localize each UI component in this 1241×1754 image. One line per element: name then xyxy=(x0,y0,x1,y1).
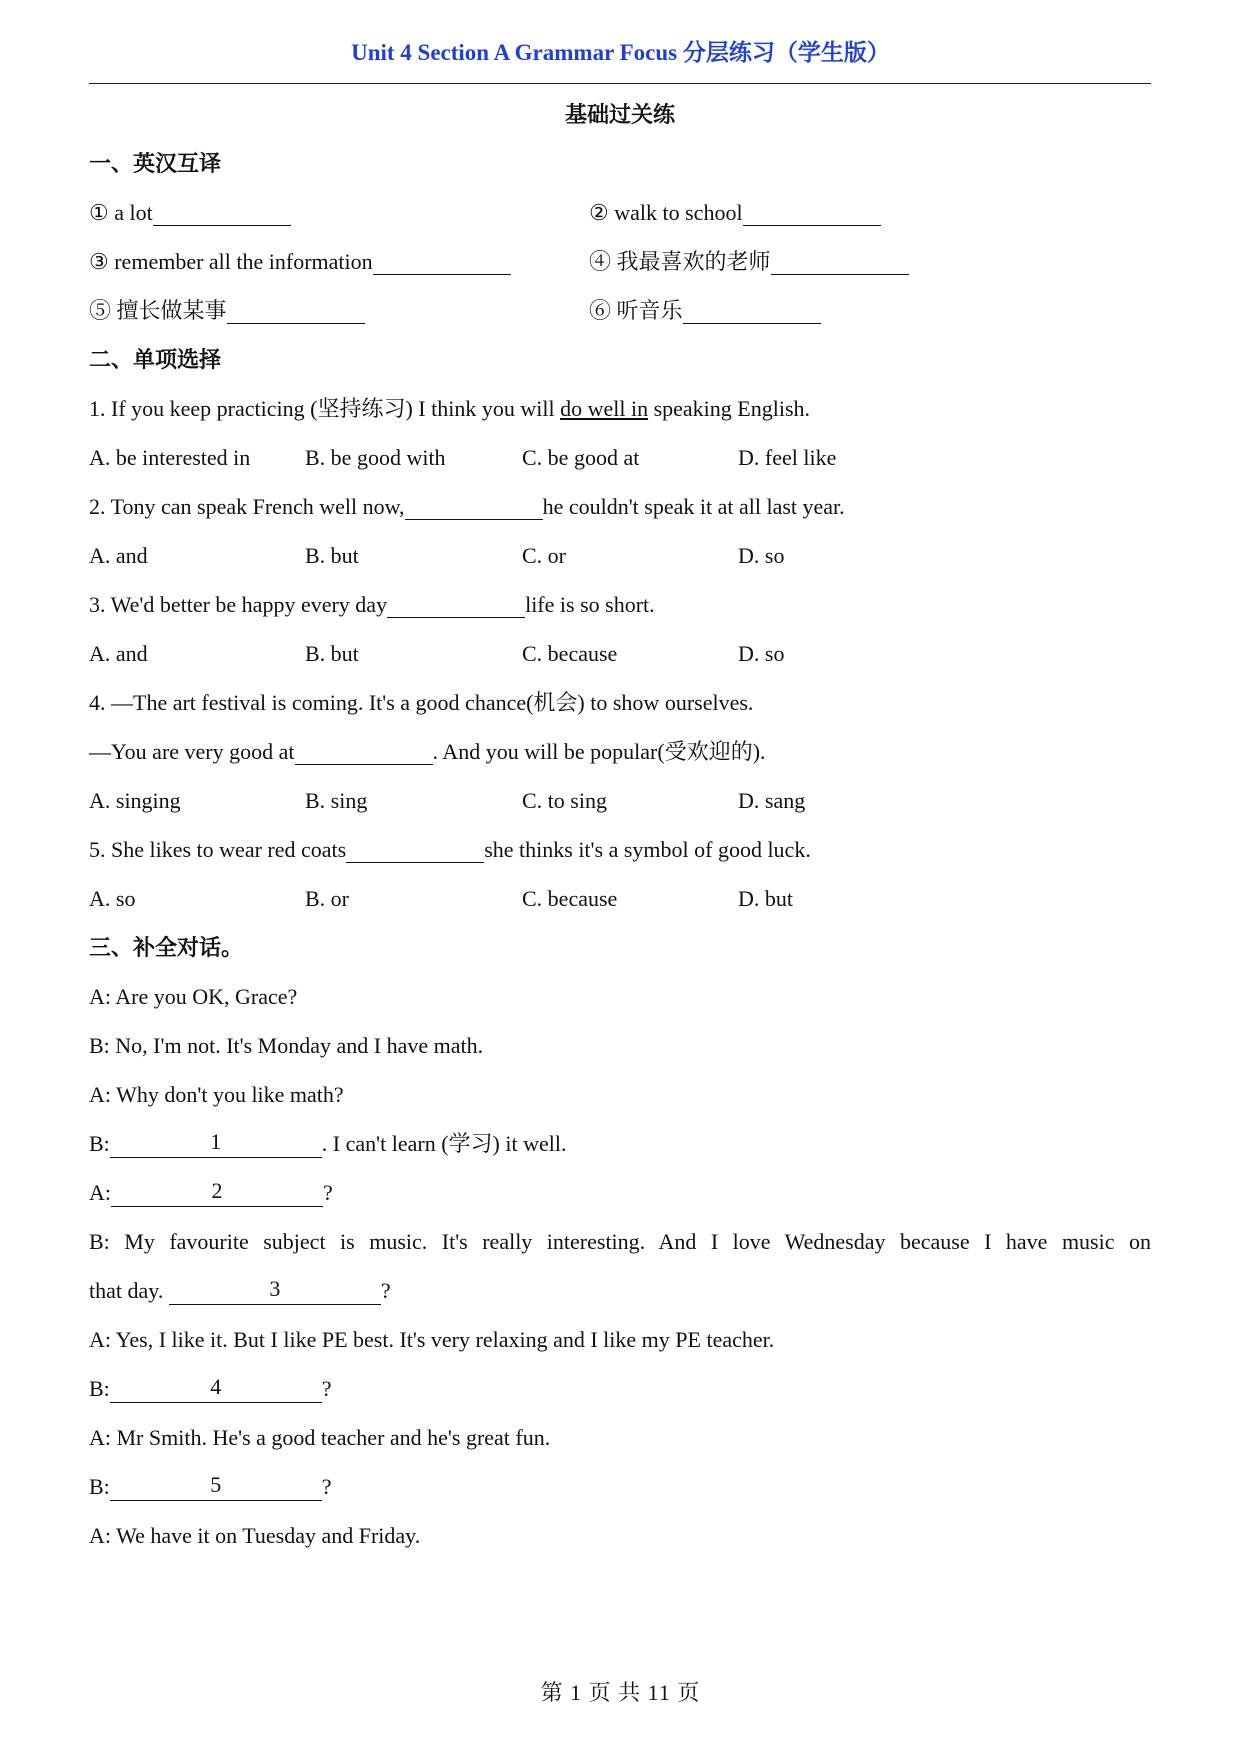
translation-item-2: ② walk to school xyxy=(589,188,881,237)
option-a[interactable]: A. so xyxy=(89,886,136,911)
option-b[interactable]: B. but xyxy=(305,543,359,568)
option-b[interactable]: B. or xyxy=(305,886,349,911)
option-d[interactable]: D. sang xyxy=(738,788,806,813)
question-5-options xyxy=(89,874,1151,923)
dialogue-line: that day. 3 ? xyxy=(89,1276,391,1303)
translation-row-3 xyxy=(89,286,1151,335)
translation-row-1 xyxy=(89,188,1151,237)
dialogue-line: A: Are you OK, Grace? xyxy=(89,984,298,1009)
page-number: 第 1 页 共 11 页 xyxy=(540,1680,701,1705)
answer-blank[interactable] xyxy=(346,832,484,863)
dialogue-line: B: No, I'm not. It's Monday and I have math. xyxy=(89,1033,484,1058)
numbered-blank[interactable]: 5 xyxy=(110,1470,322,1501)
option-d[interactable]: D. but xyxy=(738,886,793,911)
section-3-title: 三、补全对话。 xyxy=(89,935,244,960)
dialogue-line: A: Why don't you like math? xyxy=(89,1082,344,1107)
numbered-blank[interactable]: 3 xyxy=(169,1274,381,1305)
numbered-blank[interactable]: 4 xyxy=(110,1372,322,1403)
option-c[interactable]: C. or xyxy=(522,543,566,568)
option-d[interactable]: D. feel like xyxy=(738,445,837,470)
header-divider xyxy=(89,83,1151,84)
answer-blank[interactable] xyxy=(387,587,525,618)
question-1: 1. If you keep practicing (坚持练习) I think you will do well in speaking English. xyxy=(89,396,811,421)
dialogue-line: A: 2 ? xyxy=(89,1178,333,1205)
option-a[interactable]: A. singing xyxy=(89,788,181,813)
answer-blank[interactable] xyxy=(405,489,543,520)
question-1-options xyxy=(89,433,1151,482)
option-c[interactable]: C. because xyxy=(522,641,618,666)
worksheet-body xyxy=(89,90,1151,1560)
answer-blank[interactable] xyxy=(373,244,511,275)
dialogue-line: B: 4 ? xyxy=(89,1374,332,1401)
dialogue-line: A: Mr Smith. He's a good teacher and he's great fun. xyxy=(89,1425,551,1450)
translation-item-3: ③ remember all the information xyxy=(89,237,511,286)
answer-blank[interactable] xyxy=(227,293,365,324)
option-b[interactable]: B. but xyxy=(305,641,359,666)
translation-item-6: ⑥ 听音乐 xyxy=(589,286,821,335)
numbered-blank[interactable]: 1 xyxy=(110,1127,322,1158)
option-d[interactable]: D. so xyxy=(738,543,785,568)
question-4: 4. —The art festival is coming. It's a good chance(机会) to show ourselves. xyxy=(89,690,754,715)
question-2: 2. Tony can speak French well now, he couldn't speak it at all last year. xyxy=(89,482,1151,531)
section-2-title: 二、单项选择 xyxy=(89,347,222,372)
option-b[interactable]: B. be good with xyxy=(305,445,446,470)
question-4-options xyxy=(89,776,1151,825)
page-heading: 基础过关练 xyxy=(564,102,675,127)
translation-item-4: ④ 我最喜欢的老师 xyxy=(589,237,909,286)
option-a[interactable]: A. and xyxy=(89,641,148,666)
answer-blank[interactable] xyxy=(153,195,291,226)
dialogue-line: A: Yes, I like it. But I like PE best. It's very relaxing and I like my PE teacher. xyxy=(89,1327,775,1352)
answer-blank[interactable] xyxy=(295,734,433,765)
document-title: Unit 4 Section A Grammar Focus 分层练习（学生版） xyxy=(351,40,890,65)
question-4-reply: —You are very good at . And you will be popular(受欢迎的). xyxy=(89,727,1151,776)
dialogue-line: B: 5 ? xyxy=(89,1472,332,1499)
section-1-title: 一、英汉互译 xyxy=(89,151,222,176)
translation-item-1: ① a lot xyxy=(89,188,291,237)
answer-blank[interactable] xyxy=(743,195,881,226)
translation-item-5: ⑤ 擅长做某事 xyxy=(89,286,365,335)
dialogue-line: B: 1 . I can't learn (学习) it well. xyxy=(89,1129,567,1156)
question-2-options xyxy=(89,531,1151,580)
dialogue-line: A: We have it on Tuesday and Friday. xyxy=(89,1523,421,1548)
option-b[interactable]: B. sing xyxy=(305,788,368,813)
option-c[interactable]: C. to sing xyxy=(522,788,607,813)
question-3-options xyxy=(89,629,1151,678)
question-5: 5. She likes to wear red coats she thinks it's a symbol of good luck. xyxy=(89,825,1151,874)
option-c[interactable]: C. be good at xyxy=(522,445,640,470)
option-a[interactable]: A. be interested in xyxy=(89,445,251,470)
question-3: 3. We'd better be happy every day life is so short. xyxy=(89,580,1151,629)
option-c[interactable]: C. because xyxy=(522,886,618,911)
option-a[interactable]: A. and xyxy=(89,543,148,568)
answer-blank[interactable] xyxy=(771,244,909,275)
answer-blank[interactable] xyxy=(683,293,821,324)
dialogue-line: B: My favourite subject is music. It's really interesting. And I love Wednesday because I have music on xyxy=(89,1229,1151,1254)
translation-row-2 xyxy=(89,237,1151,286)
option-d[interactable]: D. so xyxy=(738,641,785,666)
numbered-blank[interactable]: 2 xyxy=(111,1176,323,1207)
